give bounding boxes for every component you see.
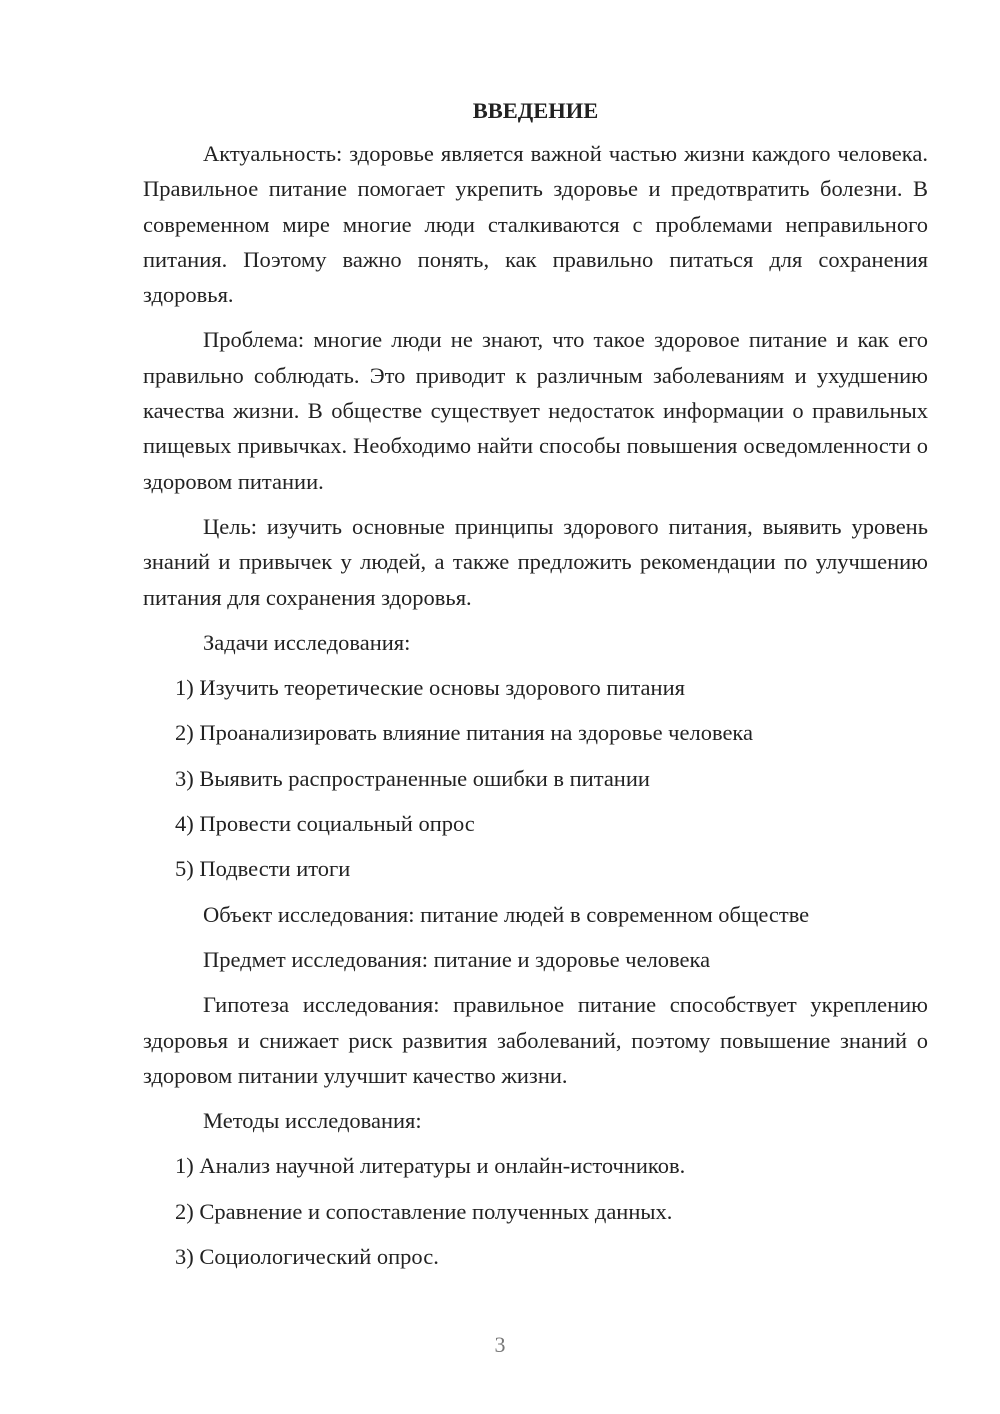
methods-heading: Методы исследования: — [203, 1108, 422, 1134]
problem-paragraph: Проблема: многие люди не знают, что такое здоровое питание и как его правильно соблюдать. Это приводит к различным заболеваниям и ухудшению качества жизни. В обществе существует недостаток информации о правильных пищевых привычках. Необходимо найти способы повышения осведомленности о здоровом питании. — [143, 327, 928, 494]
task-item: 1) Изучить теоретические основы здорового питания — [175, 675, 685, 701]
method-item: 2) Сравнение и сопоставление полученных данных. — [175, 1198, 673, 1224]
hypothesis-paragraph: Гипотеза исследования: правильное питание способствует укреплению здоровья и снижает риск развития заболеваний, поэтому повышение знаний о здоровом питании улучшит качество жизни. — [143, 992, 928, 1088]
task-item: 4) Провести социальный опрос — [175, 811, 475, 837]
page-number: 3 — [494, 1332, 506, 1357]
page-title: ВВЕДЕНИЕ — [472, 98, 599, 123]
tasks-list — [143, 670, 928, 886]
method-item: 1) Анализ научной литературы и онлайн-источников. — [175, 1153, 686, 1179]
method-item: 3) Социологический опрос. — [175, 1244, 439, 1270]
task-item: 3) Выявить распространенные ошибки в питании — [175, 765, 650, 791]
document-page — [143, 96, 928, 1284]
subject-line: Предмет исследования: питание и здоровье человека — [203, 946, 711, 972]
task-item: 2) Проанализировать влияние питания на здоровье человека — [175, 720, 754, 746]
tasks-heading: Задачи исследования: — [203, 629, 411, 655]
relevance-paragraph: Актуальность: здоровье является важной частью жизни каждого человека. Правильное питание помогает укрепить здоровье и предотвратить болезни. В современном мире многие люди сталкиваются с проблемами неправильного питания. Поэтому важно понять, как правильно питаться для сохранения здоровья. — [143, 141, 928, 308]
object-line: Объект исследования: питание людей в современном обществе — [203, 901, 810, 927]
methods-list — [143, 1148, 928, 1274]
goal-paragraph: Цель: изучить основные принципы здорового питания, выявить уровень знаний и привычек у людей, а также предложить рекомендации по улучшению питания для сохранения здоровья. — [143, 513, 928, 610]
task-item: 5) Подвести итоги — [175, 856, 351, 882]
